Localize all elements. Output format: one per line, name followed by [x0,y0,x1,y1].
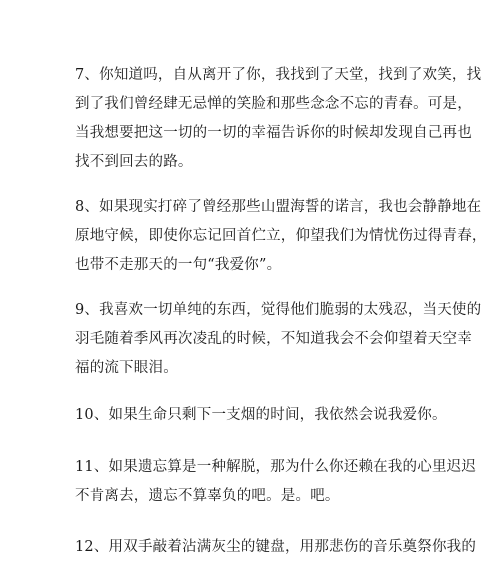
paragraph-9 [75,296,482,383]
paragraph-7 [75,61,482,177]
paragraph-line: 11、如果遗忘算是一种解脱，那为什么你还赖在我的心里迟迟 [75,459,477,475]
paragraph-line: 当我想要把这一切的一切的幸福告诉你的时候却发现自己再也 [75,125,472,141]
paragraph-10 [75,401,447,430]
paragraph-8 [75,193,487,280]
paragraph-line: 福的流下眼泪。 [75,360,178,376]
paragraph-line: 9、我喜欢一切单纯的东西，觉得他们脆弱的太残忍，当天使的 [75,302,482,318]
paragraph-line: 不肯离去，遗忘不算辜负的吧。是。吧。 [75,488,340,504]
paragraph-line: 找不到回去的路。 [75,154,193,170]
paragraph-line: 10、如果生命只剩下一支烟的时间，我依然会说我爱你。 [75,407,447,423]
paragraph-line: 到了我们曾经肆无忌惮的笑脸和那些念念不忘的青春。可是， [75,96,472,112]
paragraph-11 [75,453,477,511]
paragraph-line: 7、你知道吗，自从离开了你，我找到了天堂，找到了欢笑，找 [75,67,482,83]
paragraph-line: 原地守候，即使你忘记回首伫立，仰望我们为情忧伤过得青春， [75,228,487,244]
paragraph-12 [75,533,477,562]
paragraph-line: 羽毛随着季风再次凌乱的时候，不知道我会不会仰望着天空幸 [75,331,472,347]
paragraph-line: 也带不走那天的一句“我爱你”。 [75,257,282,273]
paragraph-line: 12、用双手敲着沾满灰尘的键盘，用那悲伤的音乐奠祭你我的 [75,539,477,555]
paragraph-line: 8、如果现实打碎了曾经那些山盟海誓的诺言，我也会静静地在 [75,199,482,215]
